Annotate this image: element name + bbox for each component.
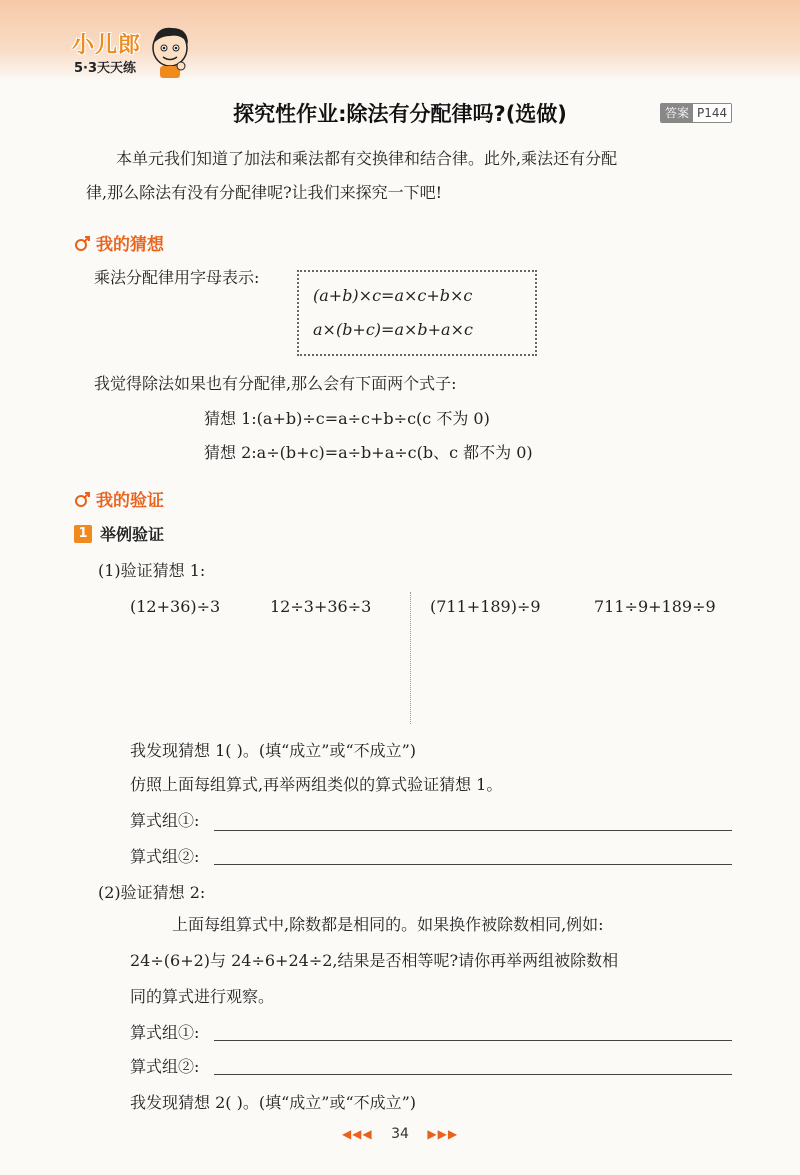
group-2-label: 算式组②:: [130, 847, 200, 866]
instruction-1: 仿照上面每组算式,再举两组类似的算式验证猜想 1。: [130, 775, 503, 794]
part2-text-3: 同的算式进行观察。: [130, 987, 275, 1006]
answer-line-3[interactable]: [214, 1040, 732, 1041]
page-title: 探究性作业:除法有分配律吗?(选做): [233, 102, 567, 126]
intro-line-1: 本单元我们知道了加法和乘法都有交换律和结合律。此外,乘法还有分配: [116, 149, 618, 168]
intro-line-2: 律,那么除法有没有分配律呢?让我们来探究一下吧!: [86, 183, 443, 202]
part1-title: (1)验证猜想 1:: [98, 561, 206, 580]
expr-3: (711+189)÷9: [430, 597, 541, 616]
formula-box: [297, 270, 537, 356]
guess-2: 猜想 2:a÷(b+c)=a÷b+a÷c(b、c 都不为 0): [204, 443, 533, 462]
answer-line-1[interactable]: [214, 830, 732, 831]
rule-label: 乘法分配律用字母表示:: [94, 268, 260, 287]
part2-text-2: 24÷(6+2)与 24÷6+24÷2,结果是否相等呢?请你再举两组被除数相: [130, 951, 619, 970]
formula-2: a×(b+c)=a×b+a×c: [313, 320, 473, 339]
guess-heading-text: 我的猜想: [96, 235, 164, 255]
logo-title: 小儿郎: [72, 33, 142, 58]
verify-heading: [74, 486, 164, 511]
logo-series: 5·3天天练: [74, 61, 137, 76]
example-verify-title: 举例验证: [100, 525, 165, 544]
column-divider: [410, 592, 411, 724]
group-4-label: 算式组②:: [130, 1057, 200, 1076]
example-verify-heading: [74, 522, 164, 545]
guess-heading: [74, 230, 164, 255]
guess-lead: 我觉得除法如果也有分配律,那么会有下面两个式子:: [94, 374, 457, 393]
answer-line-2[interactable]: [214, 864, 732, 865]
mascot-boy-icon: [148, 24, 192, 80]
group-3-label: 算式组①:: [130, 1023, 200, 1042]
step-number-badge: 1: [74, 525, 92, 543]
answer-label: 答案: [661, 104, 693, 122]
expr-2: 12÷3+36÷3: [270, 597, 372, 616]
expr-4: 711÷9+189÷9: [594, 597, 716, 616]
male-symbol-icon: [74, 490, 92, 508]
group-1-label: 算式组①:: [130, 811, 200, 830]
expr-1: (12+36)÷3: [130, 597, 221, 616]
next-arrows-icon: ▶▶▶: [427, 1127, 459, 1141]
verify-heading-text: 我的验证: [96, 491, 164, 511]
page-footer: [0, 1126, 800, 1142]
part2-title: (2)验证猜想 2:: [98, 883, 206, 902]
formula-1: (a+b)×c=a×c+b×c: [313, 286, 473, 305]
answer-page: P144: [693, 104, 731, 122]
finding-2: 我发现猜想 2( )。(填“成立”或“不成立”): [130, 1093, 417, 1112]
male-symbol-icon: [74, 234, 92, 252]
guess-1: 猜想 1:(a+b)÷c=a÷c+b÷c(c 不为 0): [204, 409, 490, 428]
part2-text-1: 上面每组算式中,除数都是相同的。如果换作被除数相同,例如:: [172, 915, 604, 934]
answer-line-4[interactable]: [214, 1074, 732, 1075]
finding-1: 我发现猜想 1( )。(填“成立”或“不成立”): [130, 741, 417, 760]
answer-reference: [660, 103, 732, 123]
page-number: 34: [391, 1126, 409, 1142]
prev-arrows-icon: ◀◀◀: [341, 1127, 373, 1141]
